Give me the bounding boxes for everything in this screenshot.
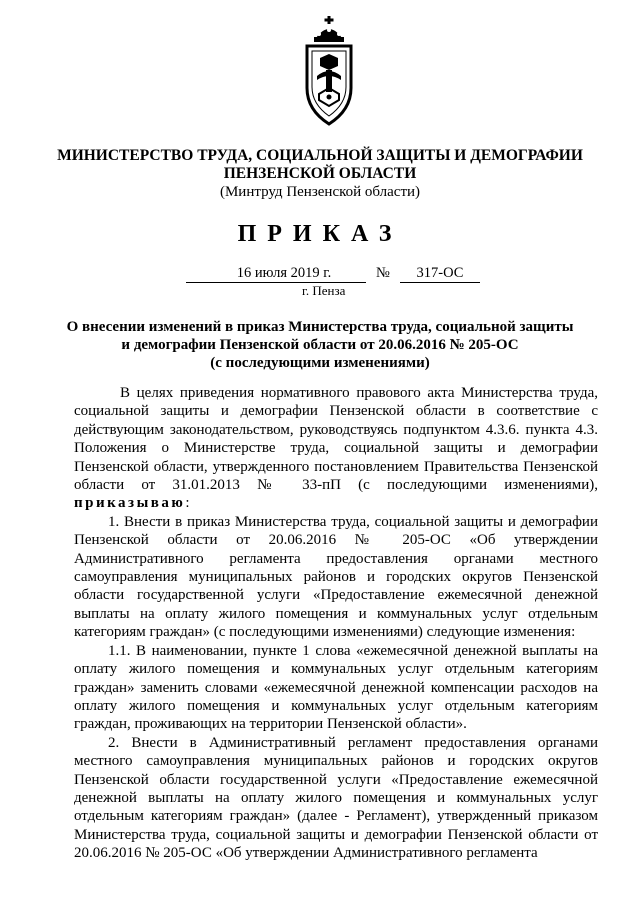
order-number: 317-ОС [400, 265, 480, 283]
order-subject [60, 318, 580, 372]
order-city: г. Пенза [302, 283, 346, 298]
order-date: 16 июля 2019 г. [186, 265, 366, 283]
subject-line1: О внесении изменений в приказ Министерства труда, социальной защиты [66, 319, 574, 335]
item-1-1-paragraph: 1.1. В наименовании, пункте 1 слова «ежемесячной денежной выплаты на оплату жилого помещения и коммунальных услуг отдельным категориям граждан» заменить словами «ежемесячной денежной компенсации расходов на оплату жилого помещения и коммунальных услуг отдельным категориям граждан, проживающих на территории Пензенской области». [74, 642, 598, 733]
ministry-name-line1: МИНИСТЕРСТВО ТРУДА, СОЦИАЛЬНОЙ ЗАЩИТЫ И ДЕМОГРАФИИ [57, 147, 583, 164]
subject-line2: и демографии Пензенской области от 20.06.2016 № 205-ОС [121, 337, 519, 353]
ministry-short-name: (Минтруд Пензенской области) [219, 184, 421, 200]
preamble-text: В целях приведения нормативного правового акта Министерства труда, социальной защиты и демографии Пензенской области в соответствие с действующим законодательством, руководствуясь подпунктом 4.3.6. пункта 4.3. Положения о Министерстве труда, социальной защиты и демографии Пензенской области, утвержденного постановлением Правительства Пензенской области от 31.01.2013 № 33-пП (с последующими изменениями), [74, 385, 598, 494]
item-2-paragraph: 2. Внести в Административный регламент предоставления органами местного самоуправления муниципальных районов и городских округов Пензенской области государственной услуги «Предоставление ежемесячной денежной выплаты на оплату жилого помещения и коммунальных услуг отдельным категориям граждан» (далее - Регламент), утвержденный приказом Министерства труда, социальной защиты и демографии Пензенской области от 20.06.2016 № 205-ОС «Об утверждении Административного регламента [74, 734, 598, 862]
preamble-paragraph [74, 384, 598, 513]
ministry-name-line2: ПЕНЗЕНСКОЙ ОБЛАСТИ [223, 165, 417, 182]
number-sign: № [376, 265, 390, 281]
subject-line3: (с последующими изменениями) [210, 355, 430, 371]
document-type-title: ПРИКАЗ [237, 221, 403, 247]
item-1-paragraph: 1. Внести в приказ Министерства труда, социальной защиты и демографии Пензенской области от 20.06.2016 № 205-ОС «Об утверждении Административного регламента предоставления органами местного самоуправления муниципальных районов и городских округов Пензенской области государственной услуги «Предоставление ежемесячной денежной выплаты на оплату жилого помещения и коммунальных услуг отдельным категориям граждан» (с последующими изменениями) следующие изменения: [74, 513, 598, 641]
coat-of-arms-penza-icon [302, 14, 356, 132]
order-body [74, 384, 598, 863]
order-word: приказываю [74, 495, 186, 512]
order-colon: : [185, 495, 190, 512]
